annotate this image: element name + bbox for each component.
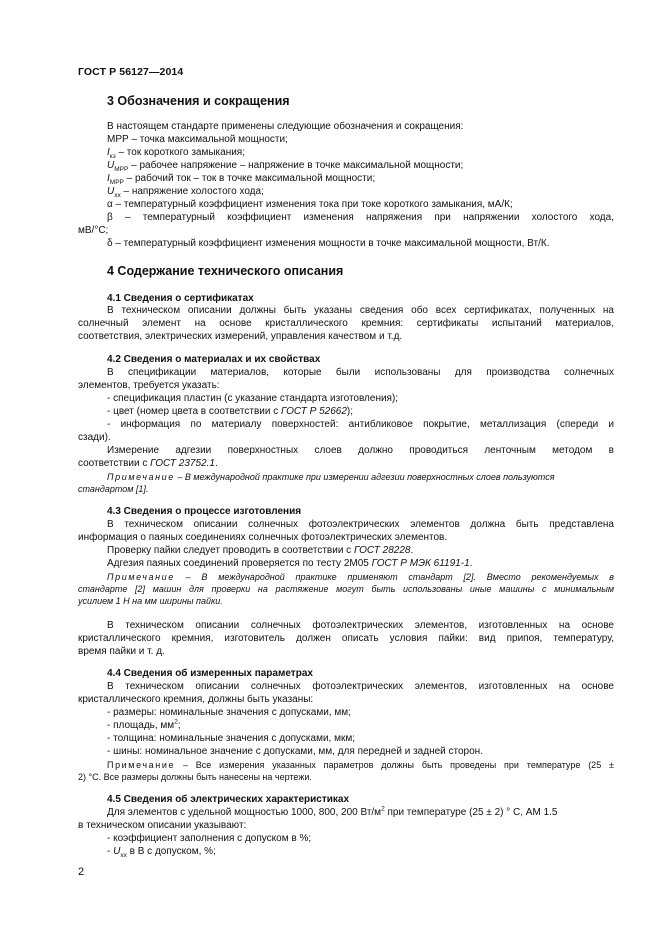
umpp-subscript: MPP: [114, 166, 129, 173]
s44-line4-sup: 2: [174, 718, 178, 726]
s43-note-line3: усилием 1 Н на мм ширины пайки.: [78, 596, 223, 606]
s44-line4-end: ;: [177, 720, 181, 731]
s3-uxx: [107, 186, 264, 198]
s45-line1-sup: 2: [381, 805, 385, 813]
s43-para-line3: время пайки и т. д.: [78, 646, 165, 657]
section-4-3-title: 4.3 Сведения о процессе изготовления: [107, 506, 302, 517]
note-label: Примечание: [107, 760, 176, 770]
s42-line8: [78, 458, 218, 470]
impp-symbol: I: [107, 173, 110, 184]
impp-subscript: MPP: [109, 179, 124, 186]
s44-note-text: – Все измерения указанных параметров должны быть проведены при температуре (25 ±: [175, 760, 614, 770]
document-header: ГОСТ Р 56127—2014: [78, 66, 184, 78]
s43-line4-end: .: [469, 558, 473, 569]
s43-para-line2: кристаллического кремния, изготовитель должен описать условия пайки: вид припоя, температуру,: [78, 633, 614, 644]
uxx-subscript: хх: [114, 192, 121, 199]
s41-line2: солнечный элемент на основе кристаллического кремния: сертификаты испытаний материалов,: [78, 318, 614, 329]
s42-line8-start: соответствии с: [78, 458, 151, 469]
s44-line3: - размеры: номинальные значения с допусками, мм;: [107, 707, 351, 718]
s45-line4-end: в В с допуском, %;: [126, 846, 216, 857]
note-label: Примечание: [107, 572, 175, 582]
isc-text: – ток короткого замыкания;: [115, 147, 246, 158]
s42-line6: сзади).: [78, 432, 111, 443]
s43-note-line1: [107, 571, 614, 583]
section-4-title: 4 Содержание технического описания: [107, 264, 344, 278]
s43-line4-start: Адгезия паяных соединений проверяется по тесту 2М05: [107, 558, 372, 569]
s42-note-line2: стандартом [1].: [78, 484, 149, 494]
s3-intro: В настоящем стандарте применены следующие обозначения и сокращения:: [107, 121, 464, 132]
s3-umpp: [107, 160, 463, 172]
s45-line4: [107, 846, 216, 858]
gost-61191-ref: ГОСТ Р МЭК 61191-1: [371, 558, 470, 569]
section-4-5-title: 4.5 Сведения об электрических характеристиках: [107, 794, 350, 805]
s43-line3-end: .: [410, 545, 414, 556]
s41-line1: В техническом описании должны быть указаны сведения обо всех сертификатах, полученных на: [107, 305, 614, 316]
uxx-subscript: хх: [120, 852, 127, 859]
s44-line4: [107, 720, 181, 732]
gost-23752-ref: ГОСТ 23752.1: [150, 458, 215, 469]
s3-beta-line2: мВ/°С;: [78, 225, 109, 236]
s43-note-line2: стандарте [2] машин для проверки на растяжение могут быть использованы иные машины с минимальным: [78, 584, 614, 594]
s3-beta-line1: β – температурный коэффициент изменения напряжения при напряжении холостого хода,: [107, 212, 614, 223]
s42-line2: элементов, требуется указать:: [78, 380, 220, 391]
s43-para-line1: В техническом описании солнечных фотоэлектрических элементов, изготовленных на основе: [107, 620, 614, 631]
page-number: 2: [78, 866, 85, 878]
s3-alpha: α – температурный коэффициент изменения тока при токе короткого замыкания, мА/К;: [107, 199, 513, 210]
s44-note-line2: 2) °С. Все размеры должны быть нанесены на чертежи.: [78, 772, 312, 782]
s44-note-line1: [107, 759, 614, 771]
s44-line4-text: - площадь, мм: [107, 720, 175, 731]
s42-line4-end: );: [346, 406, 354, 417]
s3-mpp: МРР – точка максимальной мощности;: [107, 134, 288, 145]
impp-text: – рабочий ток – ток в точке максимальной мощности;: [123, 173, 376, 184]
s44-line1: В техническом описании солнечных фотоэлектрических элементов, изготовленных на основе: [107, 681, 614, 692]
s45-line1: [107, 807, 557, 819]
s45-line3: - коэффициент заполнения с допуском в %;: [107, 833, 312, 844]
s43-line1: В техническом описании солнечных фотоэлектрических элементов должна быть представлена: [107, 519, 614, 530]
s3-impp: [107, 173, 375, 185]
s42-line7: Измерение адгезии поверхностных слоев должно проводиться ленточным методом в: [107, 445, 614, 456]
s44-line5: - толщина: номинальные значения с допусками, мкм;: [107, 733, 356, 744]
s42-note-text: – В международной практике при измерении адгезии поверхностных слоев пользуются: [174, 472, 555, 482]
gost-52662-ref: ГОСТ Р 52662: [280, 406, 347, 417]
s45-line1-end: при температуре (25 ± 2) ° С, АМ 1.5: [384, 807, 558, 818]
section-4-1-title: 4.1 Сведения о сертификатах: [107, 293, 254, 304]
isc-subscript: кз: [109, 153, 116, 160]
s45-line2: в техническом описании указывают:: [78, 820, 247, 831]
s42-note-line1: [107, 471, 555, 483]
s43-note-text: – В международной практике применяют стандарт [2]. Вместо рекомендуемых в: [174, 572, 614, 582]
note-label: Примечание: [107, 472, 175, 482]
s45-line4-start: -: [107, 846, 114, 857]
uxx-text: – напряжение холостого хода;: [120, 186, 264, 197]
s45-line1-start: Для элементов с удельной мощностью 1000, 800, 200 Вт/м: [107, 807, 382, 818]
s42-line5: - информация по материалу поверхностей: антибликовое покрытие, металлизация (спереди и: [107, 419, 614, 430]
section-3-title: 3 Обозначения и сокращения: [107, 94, 290, 108]
s42-line3: - спецификация пластин (с указание стандарта изготовления);: [107, 393, 399, 404]
s42-line4-start: - цвет (номер цвета в соответствии с: [107, 406, 281, 417]
isc-symbol: I: [107, 147, 110, 158]
s42-line1: В спецификации материалов, которые были использованы для производства солнечных: [107, 367, 614, 378]
uxx-symbol: U: [113, 846, 121, 857]
s42-line4: [107, 406, 353, 418]
s43-line2: информация о паяных соединениях солнечных фотоэлектрических элементов.: [78, 532, 448, 543]
s3-isc: [107, 147, 245, 159]
section-4-2-title: 4.2 Сведения о материалах и их свойствах: [107, 354, 321, 365]
s43-line4: [107, 558, 472, 570]
umpp-text: – рабочее напряжение – напряжение в точке максимальной мощности;: [128, 160, 464, 171]
s3-delta: δ – температурный коэффициент изменения мощности в точке максимальной мощности, Вт/К.: [107, 238, 550, 249]
s44-line2: кристаллического кремния, должны быть указаны:: [78, 694, 314, 705]
s42-line8-end: .: [214, 458, 218, 469]
uxx-symbol: U: [107, 186, 115, 197]
s43-line3: [107, 545, 413, 557]
gost-28228-ref: ГОСТ 28228: [353, 545, 411, 556]
s43-line3-start: Проверку пайки следует проводить в соответствии с: [107, 545, 354, 556]
section-4-4-title: 4.4 Сведения об измеренных параметрах: [107, 668, 313, 679]
s41-line3: соответствия, электрических измерений, управления качеством и т.д.: [78, 331, 403, 342]
s44-line6: - шины: номинальное значение с допусками, мм, для передней и задней сторон.: [107, 746, 483, 757]
umpp-symbol: U: [107, 160, 115, 171]
